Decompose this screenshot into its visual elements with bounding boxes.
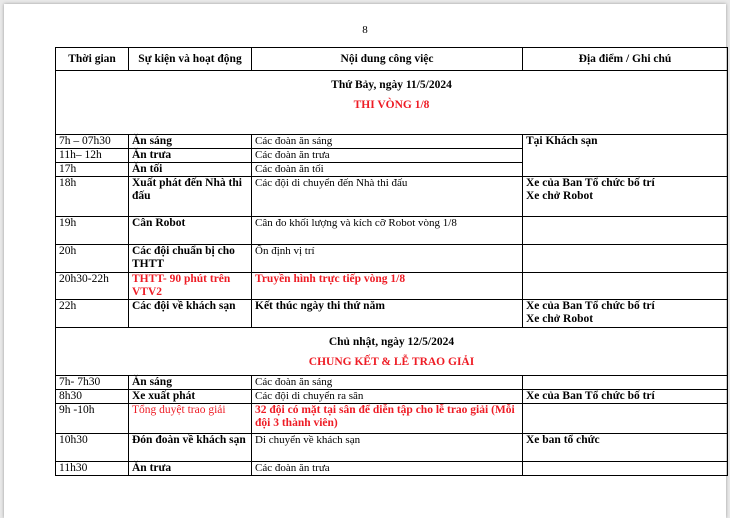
cell-event: Tổng duyệt trao giải	[129, 404, 252, 434]
cell-time: 22h	[56, 300, 129, 328]
day-date: Chủ nhật, ngày 12/5/2024	[328, 336, 455, 348]
cell-place	[523, 300, 728, 328]
header-time: Thời gian	[56, 48, 129, 71]
cell-time: 20h	[56, 245, 129, 273]
cell-place	[523, 177, 728, 217]
day-date: Thứ Bảy, ngày 11/5/2024	[331, 79, 452, 91]
cell-event: Ăn trưa	[129, 149, 252, 163]
cell-event: Ăn tối	[129, 163, 252, 177]
cell-event: Xe xuất phát	[129, 390, 252, 404]
table-row	[56, 217, 728, 245]
cell-time: 9h -10h	[56, 404, 129, 434]
cell-time: 8h30	[56, 390, 129, 404]
cell-event: Đón đoàn về khách sạn	[129, 434, 252, 462]
cell-time: 7h – 07h30	[56, 135, 129, 149]
cell-content: Các đoàn ăn sáng	[252, 135, 523, 149]
cell-content: Các đoàn ăn trưa	[252, 462, 523, 476]
cell-time: 18h	[56, 177, 129, 217]
header-row	[56, 48, 728, 71]
day-title: CHUNG KẾT & LỄ TRAO GIẢI	[308, 356, 475, 368]
cell-content: Ổn định vị trí	[252, 245, 523, 273]
cell-place: Xe của Ban Tổ chức bố trí	[523, 390, 728, 404]
cell-content: Di chuyển về khách sạn	[252, 434, 523, 462]
day-header-row	[56, 71, 728, 135]
page-number: 8	[362, 24, 368, 36]
cell-event: Ăn sáng	[129, 135, 252, 149]
place-line: Xe của Ban Tổ chức bố trí	[526, 300, 655, 312]
day-header-row	[56, 328, 728, 376]
cell-event: Ăn sáng	[129, 376, 252, 390]
header-place: Địa điểm / Ghi chú	[523, 48, 728, 71]
cell-content: Các đoàn ăn sáng	[252, 376, 523, 390]
cell-content: Kết thúc ngày thi thứ năm	[252, 300, 523, 328]
table-row	[56, 177, 728, 217]
cell-place	[523, 217, 728, 245]
cell-content: Các đội di chuyển ra sân	[252, 390, 523, 404]
document-page	[4, 4, 726, 518]
table-row	[56, 390, 728, 404]
day-title: THI VÒNG 1/8	[353, 99, 430, 111]
cell-event: Xuất phát đến Nhà thi đấu	[129, 177, 252, 217]
cell-time: 7h- 7h30	[56, 376, 129, 390]
cell-place	[523, 245, 728, 273]
cell-event: THTT- 90 phút trên VTV2	[129, 273, 252, 300]
cell-time: 10h30	[56, 434, 129, 462]
cell-time: 17h	[56, 163, 129, 177]
cell-event: Ăn trưa	[129, 462, 252, 476]
cell-time: 11h30	[56, 462, 129, 476]
header-content: Nội dung công việc	[252, 48, 523, 71]
cell-place	[523, 376, 728, 390]
table-row	[56, 376, 728, 390]
cell-time: 11h– 12h	[56, 149, 129, 163]
place-line: Xe của Ban Tổ chức bố trí	[526, 177, 655, 189]
cell-place	[523, 462, 728, 476]
table-row	[56, 245, 728, 273]
cell-content: Các đoàn ăn tối	[252, 163, 523, 177]
cell-event: Cân Robot	[129, 217, 252, 245]
cell-content: Các đoàn ăn trưa	[252, 149, 523, 163]
table-row	[56, 300, 728, 328]
table-row	[56, 135, 728, 149]
cell-event: Các đội về khách sạn	[129, 300, 252, 328]
cell-place	[523, 273, 728, 300]
cell-place: Xe ban tổ chức	[523, 434, 728, 462]
cell-content: 32 đội có mặt tại sân để diễn tập cho lễ trao giải (Mỗi đội 3 thành viên)	[252, 404, 523, 434]
table-row	[56, 434, 728, 462]
cell-content: Cân đo khối lượng và kích cỡ Robot vòng 1/8	[252, 217, 523, 245]
cell-content: Truyền hình trực tiếp vòng 1/8	[252, 273, 523, 300]
cell-time: 20h30-22h	[56, 273, 129, 300]
place-line: Xe chở Robot	[526, 313, 594, 325]
place-line: Xe chở Robot	[526, 190, 594, 202]
table-row	[56, 273, 728, 300]
table-row	[56, 404, 728, 434]
cell-content: Các đội di chuyển đến Nhà thi đấu	[252, 177, 523, 217]
table-row	[56, 462, 728, 476]
cell-event: Các đội chuẩn bị cho THTT	[129, 245, 252, 273]
header-event: Sự kiện và hoạt động	[129, 48, 252, 71]
schedule-table	[55, 47, 728, 476]
cell-place	[523, 404, 728, 434]
cell-place: Tại Khách sạn	[523, 135, 728, 177]
cell-time: 19h	[56, 217, 129, 245]
